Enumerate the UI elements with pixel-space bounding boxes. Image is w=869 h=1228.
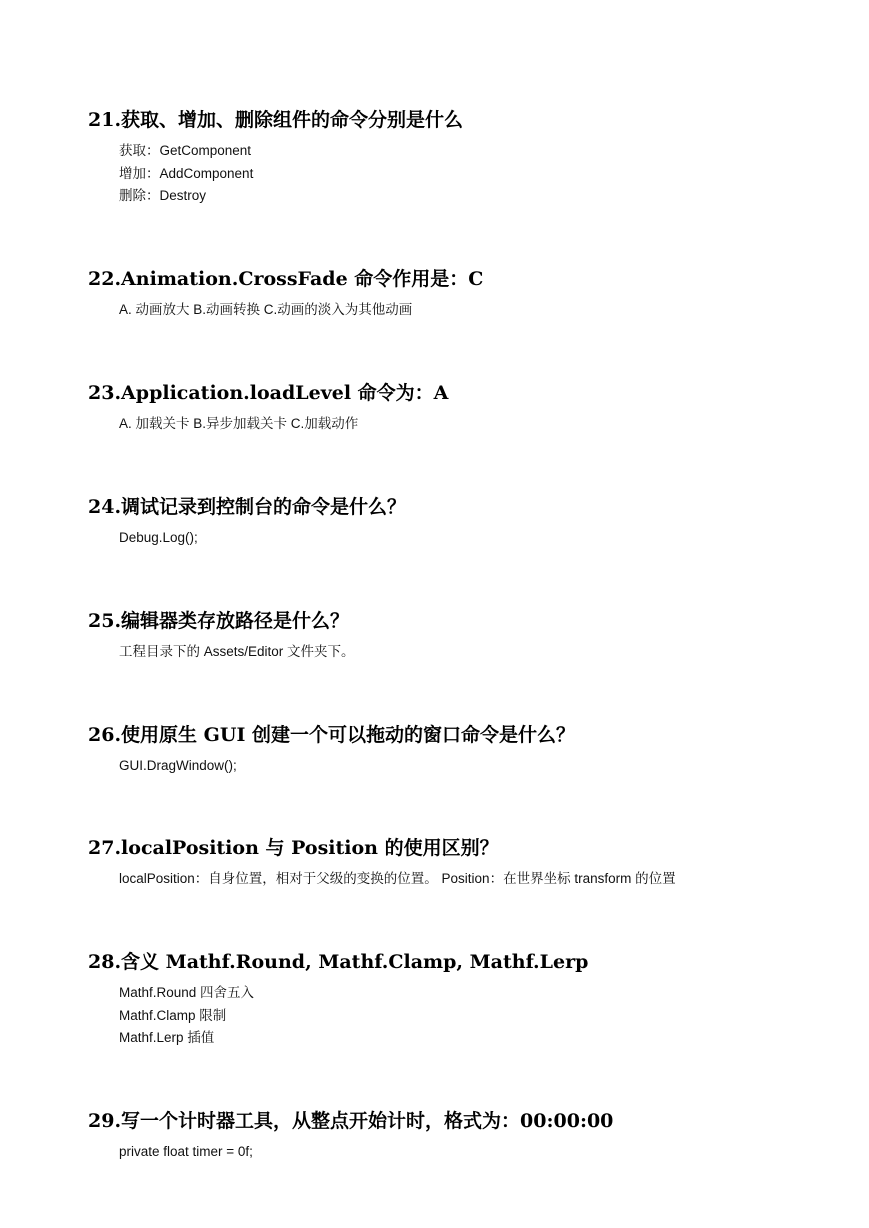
answer-line: Mathf.Clamp 限制: [119, 1007, 227, 1023]
question-27: [88, 836, 848, 891]
question-23: [88, 381, 848, 436]
answer-line: 获取：GetComponent: [119, 143, 252, 158]
answer-line: A. 动画放大 B.动画转换 C.动画的淡入为其他动画: [119, 302, 413, 317]
answer-line: localPosition：自身位置，相对于父级的变换的位置。 Position：在世界坐标 transform 的位置: [119, 871, 676, 886]
answer-line: 工程目录下的 Assets/Editor 文件夹下。: [119, 644, 355, 659]
answer-line: Mathf.Lerp 插值: [119, 1030, 215, 1045]
answer-line: Mathf.Round 四舍五入: [119, 985, 255, 1000]
answer-block: [119, 755, 848, 778]
question-26: [88, 723, 848, 778]
question-title: 25.编辑器类存放路径是什么？: [88, 610, 350, 632]
answer-block: [119, 1141, 848, 1164]
question-21: [88, 108, 848, 208]
answer-block: [119, 982, 848, 1050]
answer-line: 增加：AddComponent: [119, 165, 254, 181]
answer-line: 删除：Destroy: [119, 188, 207, 203]
question-22: [88, 267, 848, 322]
question-29: [88, 1109, 848, 1164]
question-title: 29.写一个计时器工具，从整点开始计时，格式为：00:00:00: [88, 1110, 614, 1132]
answer-block: [119, 299, 848, 322]
question-28: [88, 950, 848, 1050]
answer-block: [119, 527, 848, 550]
question-title: 28.含义 Mathf.Round, Mathf.Clamp, Mathf.Lerp: [88, 951, 589, 973]
answer-block: [119, 413, 848, 436]
answer-line: GUI.DragWindow();: [119, 758, 237, 773]
answer-block: [119, 641, 848, 664]
question-title: 24.调试记录到控制台的命令是什么？: [88, 496, 407, 518]
answer-line: Debug.Log();: [119, 530, 198, 545]
question-title: 21.获取、增加、删除组件的命令分别是什么: [88, 109, 464, 131]
answer-line: private float timer = 0f;: [119, 1144, 253, 1159]
answer-line: A. 加载关卡 B.异步加载关卡 C.加载动作: [119, 416, 359, 431]
question-title: 26.使用原生 GUI 创建一个可以拖动的窗口命令是什么？: [88, 724, 575, 746]
question-title: 23.Application.loadLevel 命令为：A: [88, 382, 449, 404]
answer-block: [119, 868, 848, 891]
question-title: 22.Animation.CrossFade 命令作用是：C: [88, 268, 484, 290]
question-25: [88, 609, 848, 664]
question-24: [88, 495, 848, 550]
question-title: 27.localPosition 与 Position 的使用区别？: [88, 837, 499, 859]
answer-block: [119, 140, 848, 208]
